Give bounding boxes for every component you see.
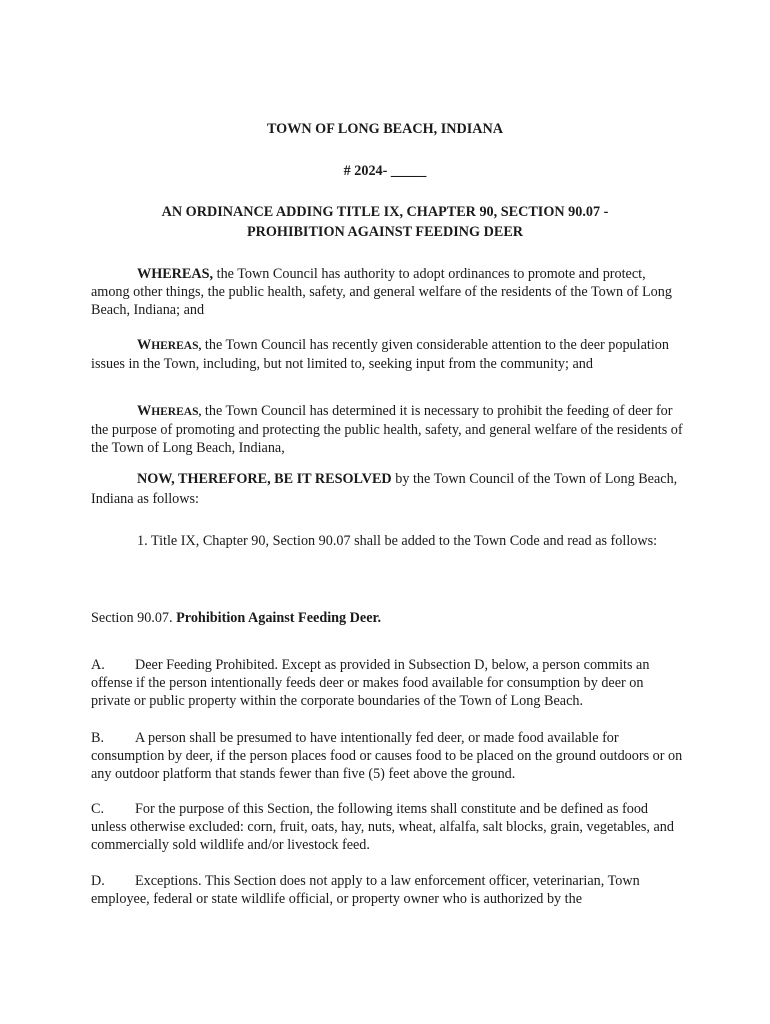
subsection-c: [91, 800, 683, 854]
whereas-text: the Town Council has recently given considerable attention to the deer population issues in the Town, including, but not limited to, seeking input from the community; and: [91, 337, 669, 372]
subsection-a: [91, 656, 683, 710]
resolved-lead: NOW, THEREFORE, BE IT RESOLVED: [137, 471, 392, 487]
ordinance-title-line-2: PROHIBITION AGAINST FEEDING DEER: [246, 224, 524, 240]
whereas-paragraph-2: [91, 336, 683, 373]
whereas-lead: WHEREAS,: [137, 337, 202, 353]
ordinance-title-line-1: AN ORDINANCE ADDING TITLE IX, CHAPTER 90, SECTION 90.07 -: [161, 204, 609, 220]
subsection-letter: C.: [91, 801, 105, 817]
subsection-d: [91, 872, 683, 908]
section-heading: [91, 609, 683, 627]
whereas-paragraph-3: [91, 402, 683, 457]
section-title: Prohibition Against Feeding Deer.: [176, 610, 382, 626]
subsection-letter: A.: [91, 657, 105, 673]
subsection-text: Deer Feeding Prohibited. Except as provided in Subsection D, below, a person commits an offense if the person intentionally feeds deer or makes food available for consumption by deer on private or public property within the corporate boundaries of the Town of Long Beach.: [91, 657, 650, 709]
town-heading: TOWN OF LONG BEACH, INDIANA: [266, 121, 504, 137]
subsection-text: For the purpose of this Section, the following items shall constitute and be defined as food unless otherwise excluded: corn, fruit, oats, hay, nuts, wheat, alfalfa, salt blocks, grain, vegetables, and commercially sold wildlife and/or livestock feed.: [91, 801, 674, 853]
subsection-text: Exceptions. This Section does not apply to a law enforcement officer, veterinarian, Town employee, federal or state wildlife official, or property owner who is authorized by the: [91, 873, 640, 907]
whereas-paragraph-1: [91, 265, 683, 319]
whereas-lead: WHEREAS,: [137, 266, 214, 282]
whereas-text: the Town Council has authority to adopt ordinances to promote and protect, among other things, the public health, safety, and general welfare of the residents of the Town of Long Beach, Indiana; and: [91, 266, 672, 318]
subsection-text: A person shall be presumed to have intentionally fed deer, or made food available for consumption by deer, if the person places food or causes food to be placed on the ground outdoors or on any outdoor platform that stands fewer than five (5) feet above the ground.: [91, 730, 683, 782]
subsection-b: [91, 729, 683, 783]
resolved-text: by the Town Council of the Town of Long Beach, Indiana as follows:: [91, 471, 678, 507]
whereas-lead: WHEREAS,: [137, 403, 202, 419]
section-label: Section 90.07.: [91, 610, 177, 626]
resolved-paragraph: [91, 469, 683, 509]
ordinance-number: # 2024- _____: [343, 163, 427, 179]
subsection-letter: B.: [91, 730, 105, 746]
whereas-text: the Town Council has determined it is necessary to prohibit the feeding of deer for the purpose of promoting and protecting the public health, safety, and general welfare of the residents of the Town of Long Beach, Indiana,: [91, 403, 683, 456]
numbered-item-1: 1. Title IX, Chapter 90, Section 90.07 shall be added to the Town Code and read as follows:: [137, 533, 658, 549]
subsection-letter: D.: [91, 873, 105, 889]
